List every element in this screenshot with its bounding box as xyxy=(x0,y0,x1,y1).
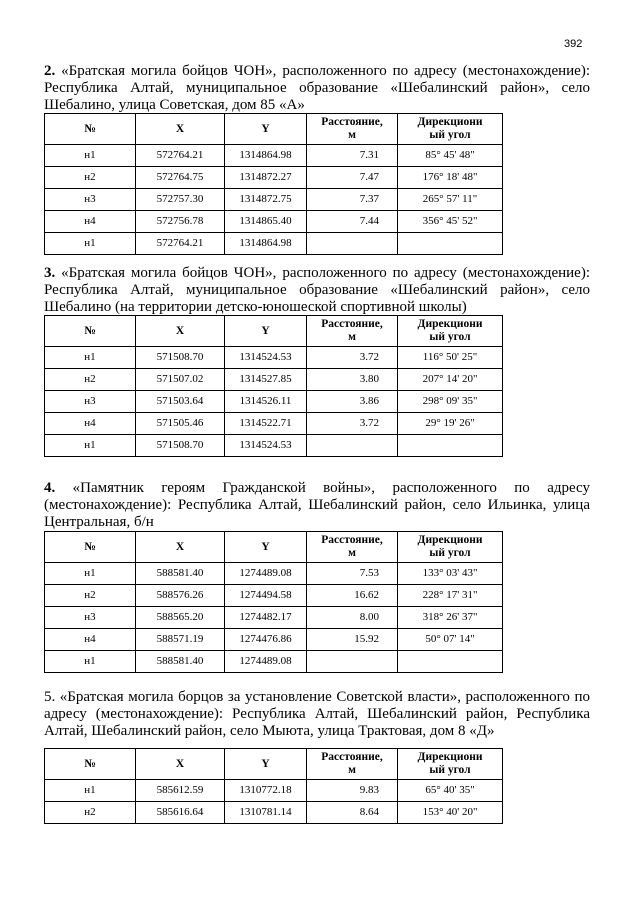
table-cell xyxy=(398,233,503,255)
col-header-y: Y xyxy=(225,749,307,780)
table-cell: н2 xyxy=(45,369,136,391)
table-cell: 1274476.86 xyxy=(225,629,307,651)
table-cell: 572757.30 xyxy=(136,189,225,211)
coordinates-table xyxy=(44,315,503,457)
table-cell: н3 xyxy=(45,607,136,629)
table-cell: 1274482.17 xyxy=(225,607,307,629)
section-paragraph xyxy=(44,480,590,531)
table-cell: н1 xyxy=(45,233,136,255)
col-header-distance xyxy=(307,114,398,145)
table-cell: 3.80 xyxy=(307,369,398,391)
table-cell: 1274494.58 xyxy=(225,585,307,607)
table-cell: 572764.75 xyxy=(136,167,225,189)
section-text: «Братская могила бойцов ЧОН», расположенного по адресу (местонахождение): Республика Алтай, муниципальное образование «Шебалинский район», село Шебалино, улица Советская, дом 85 «А» xyxy=(44,63,590,113)
table-cell: н2 xyxy=(45,585,136,607)
col-header-angle xyxy=(398,532,503,563)
table-cell xyxy=(307,233,398,255)
table-cell: 588576.26 xyxy=(136,585,225,607)
table-cell: 29° 19' 26" xyxy=(398,413,503,435)
table-row xyxy=(45,607,503,629)
table-cell: н1 xyxy=(45,651,136,673)
table-cell xyxy=(398,651,503,673)
col-header-line: ый угол xyxy=(429,547,471,559)
table-cell: н1 xyxy=(45,435,136,457)
table-cell: 585616.64 xyxy=(136,802,225,824)
table-cell: 116° 50' 25" xyxy=(398,347,503,369)
table-cell: 3.86 xyxy=(307,391,398,413)
col-header-y: Y xyxy=(225,114,307,145)
col-header-line: ый угол xyxy=(429,129,471,141)
table-cell: 1314526.11 xyxy=(225,391,307,413)
table-cell: 588565.20 xyxy=(136,607,225,629)
table-row xyxy=(45,145,503,167)
section-number: 4. xyxy=(44,480,56,496)
section-paragraph xyxy=(44,689,590,740)
col-header-angle xyxy=(398,749,503,780)
table-cell: 65° 40' 35" xyxy=(398,780,503,802)
section-text: «Памятник героям Гражданской войны», расположенного по адресу (местонахождение): Республика Алтай, Шебалинский район, село Ильинка, улица Центральная, б/н xyxy=(44,480,590,530)
page-number: 392 xyxy=(564,38,583,50)
col-header-line: ый угол xyxy=(429,764,471,776)
section-paragraph xyxy=(44,265,590,316)
table-row xyxy=(45,629,503,651)
table-cell: 8.00 xyxy=(307,607,398,629)
section-number: 2. xyxy=(44,63,56,79)
col-header-x: X xyxy=(136,749,225,780)
col-header-angle xyxy=(398,316,503,347)
table-cell: 207° 14' 20" xyxy=(398,369,503,391)
section-number: 3. xyxy=(44,265,56,281)
coordinates-table xyxy=(44,531,503,673)
col-header-distance xyxy=(307,532,398,563)
table-cell: н3 xyxy=(45,391,136,413)
table-row xyxy=(45,563,503,585)
table-cell: 1314864.98 xyxy=(225,145,307,167)
table-row xyxy=(45,211,503,233)
coordinates-table xyxy=(44,748,503,824)
table-cell: 588581.40 xyxy=(136,651,225,673)
section-number: 5. xyxy=(44,689,56,705)
col-header-line: м xyxy=(348,547,356,559)
col-header-line: Расстояние, xyxy=(321,751,383,763)
table-row xyxy=(45,347,503,369)
col-header-num: № xyxy=(45,114,136,145)
table-cell: 16.62 xyxy=(307,585,398,607)
table-header-row xyxy=(45,114,503,145)
section-4 xyxy=(44,480,590,531)
col-header-distance xyxy=(307,316,398,347)
table-cell: 133° 03' 43" xyxy=(398,563,503,585)
table-cell: 1310781.14 xyxy=(225,802,307,824)
col-header-num: № xyxy=(45,532,136,563)
col-header-line: Расстояние, xyxy=(321,318,383,330)
table-cell: н4 xyxy=(45,211,136,233)
table-row xyxy=(45,780,503,802)
col-header-y: Y xyxy=(225,316,307,347)
table-cell: н2 xyxy=(45,167,136,189)
col-header-num: № xyxy=(45,316,136,347)
table-cell: 176° 18' 48" xyxy=(398,167,503,189)
col-header-x: X xyxy=(136,532,225,563)
table-cell: н4 xyxy=(45,413,136,435)
table-cell: 1314522.71 xyxy=(225,413,307,435)
table-cell: 1314527.85 xyxy=(225,369,307,391)
table-cell: 50° 07' 14" xyxy=(398,629,503,651)
col-header-x: X xyxy=(136,114,225,145)
table-cell: 585612.59 xyxy=(136,780,225,802)
col-header-angle xyxy=(398,114,503,145)
table-cell: 9.83 xyxy=(307,780,398,802)
col-header-line: ый угол xyxy=(429,331,471,343)
col-header-line: м xyxy=(348,764,356,776)
table-cell: 1314865.40 xyxy=(225,211,307,233)
table-cell: н3 xyxy=(45,189,136,211)
table-cell: 153° 40' 20" xyxy=(398,802,503,824)
table-cell: 228° 17' 31" xyxy=(398,585,503,607)
table-row xyxy=(45,369,503,391)
table-cell: 318° 26' 37" xyxy=(398,607,503,629)
table-row xyxy=(45,802,503,824)
table-header-row xyxy=(45,316,503,347)
table-cell: 571508.70 xyxy=(136,347,225,369)
table-row xyxy=(45,167,503,189)
col-header-line: Расстояние, xyxy=(321,116,383,128)
col-header-line: м xyxy=(348,331,356,343)
table-cell: 588571.19 xyxy=(136,629,225,651)
table-cell: н1 xyxy=(45,347,136,369)
table-cell: 1310772.18 xyxy=(225,780,307,802)
table-cell: 1314872.27 xyxy=(225,167,307,189)
table-cell: 571505.46 xyxy=(136,413,225,435)
table-cell: 572764.21 xyxy=(136,233,225,255)
table-cell: н1 xyxy=(45,780,136,802)
table-cell: 8.64 xyxy=(307,802,398,824)
section-text: «Братская могила бойцов ЧОН», расположенного по адресу (местонахождение): Республика Алтай, муниципальное образование «Шебалинский район», село Шебалино (на территории детско-юношеской спортивной школы) xyxy=(44,265,590,315)
table-cell: 7.44 xyxy=(307,211,398,233)
table-cell: 1274489.08 xyxy=(225,563,307,585)
table-cell: 7.37 xyxy=(307,189,398,211)
table-row xyxy=(45,391,503,413)
col-header-line: м xyxy=(348,129,356,141)
table-row xyxy=(45,189,503,211)
section-paragraph xyxy=(44,63,590,114)
table-row xyxy=(45,413,503,435)
table-row xyxy=(45,651,503,673)
table-cell xyxy=(307,435,398,457)
col-header-line: Расстояние, xyxy=(321,534,383,546)
table-cell: 7.31 xyxy=(307,145,398,167)
table-cell: 7.53 xyxy=(307,563,398,585)
table-cell xyxy=(398,435,503,457)
col-header-line: Дирекциони xyxy=(417,318,483,330)
table-cell: 1314524.53 xyxy=(225,435,307,457)
table-header-row xyxy=(45,749,503,780)
section-2 xyxy=(44,63,590,114)
table-header-row xyxy=(45,532,503,563)
col-header-line: Дирекциони xyxy=(417,116,483,128)
section-5 xyxy=(44,689,590,740)
table-cell: н4 xyxy=(45,629,136,651)
table-cell: 571508.70 xyxy=(136,435,225,457)
table-cell: 7.47 xyxy=(307,167,398,189)
table-cell xyxy=(307,651,398,673)
table-cell: 572756.78 xyxy=(136,211,225,233)
table-cell: 1314864.98 xyxy=(225,233,307,255)
table-cell: 571507.02 xyxy=(136,369,225,391)
table-cell: 85° 45' 48" xyxy=(398,145,503,167)
col-header-distance xyxy=(307,749,398,780)
section-text: «Братская могила борцов за установление Советской власти», расположенного по адресу (местонахождение): Республика Алтай, Шебалинский район, Республика Алтай, Шебалинский район, село Мыюта, улица Трактовая, дом 8 «Д» xyxy=(44,689,590,739)
table-row xyxy=(45,585,503,607)
col-header-num: № xyxy=(45,749,136,780)
table-cell: н1 xyxy=(45,563,136,585)
table-row xyxy=(45,233,503,255)
table-cell: 3.72 xyxy=(307,413,398,435)
col-header-line: Дирекциони xyxy=(417,751,483,763)
coordinates-table xyxy=(44,113,503,255)
table-cell: 571503.64 xyxy=(136,391,225,413)
table-cell: 572764.21 xyxy=(136,145,225,167)
section-3 xyxy=(44,265,590,316)
table-cell: 265° 57' 11" xyxy=(398,189,503,211)
table-cell: н1 xyxy=(45,145,136,167)
table-cell: 3.72 xyxy=(307,347,398,369)
table-cell: 1314524.53 xyxy=(225,347,307,369)
col-header-line: Дирекциони xyxy=(417,534,483,546)
table-cell: 298° 09' 35" xyxy=(398,391,503,413)
col-header-x: X xyxy=(136,316,225,347)
col-header-y: Y xyxy=(225,532,307,563)
table-cell: 1274489.08 xyxy=(225,651,307,673)
table-cell: 588581.40 xyxy=(136,563,225,585)
table-cell: 356° 45' 52" xyxy=(398,211,503,233)
table-row xyxy=(45,435,503,457)
table-cell: 15.92 xyxy=(307,629,398,651)
table-cell: н2 xyxy=(45,802,136,824)
table-cell: 1314872.75 xyxy=(225,189,307,211)
